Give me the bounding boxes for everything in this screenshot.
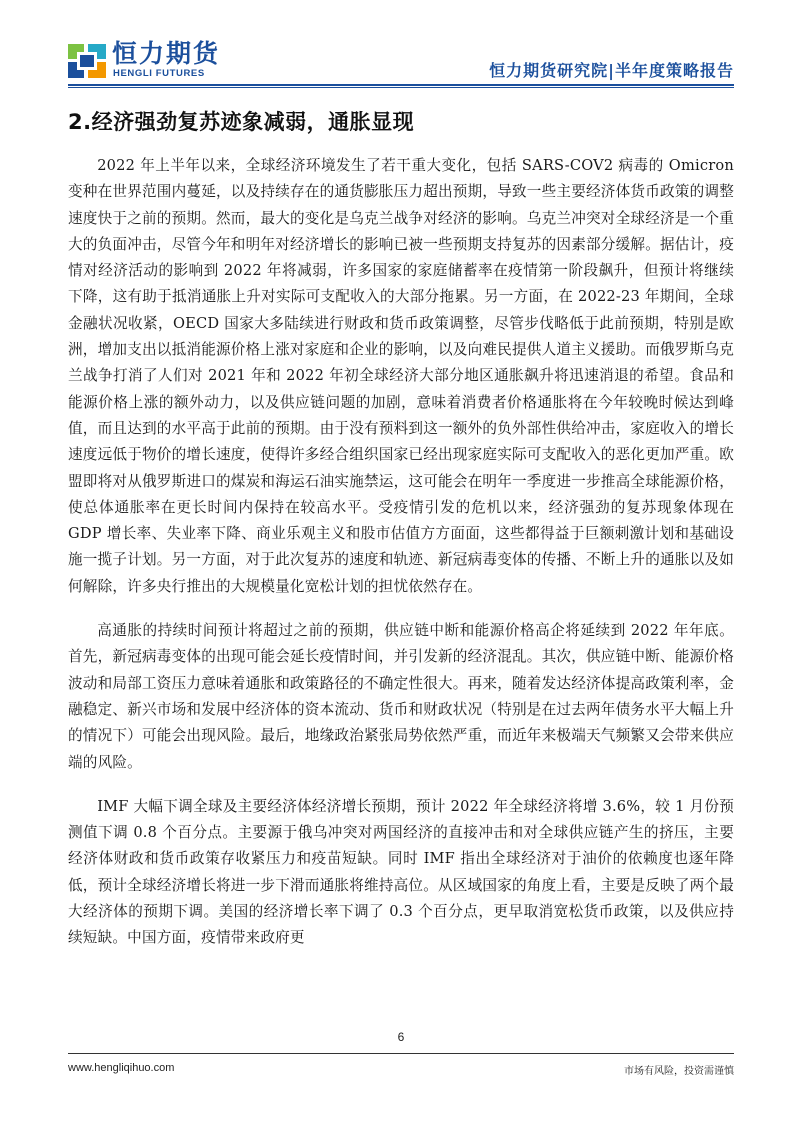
page-number: 6	[397, 1030, 405, 1044]
footer-website: www.hengliqihuo.com	[68, 1062, 175, 1074]
logo-chinese-name: 恒力期货	[112, 39, 221, 68]
paragraph: 2022 年上半年以来，全球经济环境发生了若干重大变化，包括 SARS-COV2 病毒的 Omicron 变种在世界范围内蔓延，以及持续存在的通货膨胀压力超出预期，导致一些主要经济体货币政策的调整速度快于之前的预期。然而，最大的变化是乌克兰战争对经济的影响。乌克兰冲突对全球经济是一个重大的负面冲击，尽管今年和明年对经济增长的影响已被一些预期支持复苏的因素部分缓解。据估计，疫情对经济活动的影响到 2022 年将减弱，许多国家的家庭储蓄率在疫情第一阶段飙升，但预计将继续下降，这有助于抵消通胀上升对实际可支配收入的大部分拖累。另一方面，在 2022-23 年期间，全球金融状况收紧，OECD 国家大多陆续进行财政和货币政策调整，尽管步伐略低于此前预期，特别是欧洲，增加支出以抵消能源价格上涨对家庭和企业的影响，以及向难民提供人道主义援助。而俄罗斯乌克兰战争打消了人们对 2021 年和 2022 年初全球经济大部分地区通胀飙升将迅速消退的希望。食品和能源价格上涨的额外动力，以及供应链问题的加剧，意味着消费者价格通胀将在今年较晚时候达到峰值，而且达到的水平高于此前的预期。由于没有预料到这一额外的负外部性供给冲击，家庭收入的增长速度远低于物价的增长速度，使得许多经合组织国家已经出现家庭实际可支配收入的恶化更加严重。欧盟即将对从俄罗斯进口的煤炭和海运石油实施禁运，这可能会在明年一季度进一步推高全球能源价格，使总体通胀率在更长时间内保持在较高水平。受疫情引发的危机以来，经济强劲的复苏现象体现在 GDP 增长率、失业率下降、商业乐观主义和股市估值方方面面，这些都得益于巨额刺激计划和基础设施一揽子计划。另一方面，对于此次复苏的速度和轨迹、新冠病毒变体的传播、不断上升的通胀以及如何解除，许多央行推出的大规模量化宽松计划的担忧依然存在。	[68, 157, 734, 595]
page-header	[0, 0, 802, 90]
logo-english-name: HENGLI FUTURES	[113, 68, 205, 79]
section-heading: 2.经济强劲复苏迹象减弱，通胀显现	[68, 110, 415, 134]
header-divider-thin	[68, 87, 734, 88]
header-divider	[68, 84, 734, 86]
hengli-logo-icon	[68, 44, 106, 78]
report-title: 恒力期货研究院|半年度策略报告	[489, 61, 734, 80]
body-text	[68, 153, 734, 970]
paragraph: 高通胀的持续时间预计将超过之前的预期，供应链中断和能源价格高企将延续到 2022 年年底。首先，新冠病毒变体的出现可能会延长疫情时间，并引发新的经济混乱。其次，供应链中断、能源价格波动和局部工资压力意味着通胀和政策路径的不确定性很大。再来，随着发达经济体提高政策利率，金融稳定、新兴市场和发展中经济体的资本流动、货币和财政状况（特别是在过去两年债务水平大幅上升的情况下）可能会出现风险。最后，地缘政治紧张局势依然严重，而近年来极端天气频繁又会带来供应端的风险。	[68, 622, 734, 771]
paragraph: IMF 大幅下调全球及主要经济体经济增长预期，预计 2022 年全球经济将增 3.6%，较 1 月份预测值下调 0.8 个百分点。主要源于俄乌冲突对两国经济的直接冲击和对全球供应链产生的挤压，主要经济体财政和货币政策存收紧压力和疫苗短缺。同时 IMF 指出全球经济对于油价的依赖度也逐年降低，预计全球经济增长将进一步下滑而通胀将维持高位。从区域国家的角度上看，主要是反映了两个最大经济体的预期下调。美国的经济增长率下调了 0.3 个百分点，更早取消宽松货币政策，以及供应持续短缺。中国方面，疫情带来政府更	[68, 797, 734, 947]
footer-divider	[68, 1053, 734, 1054]
footer-disclaimer: 市场有风险，投资需谨慎	[624, 1066, 734, 1077]
